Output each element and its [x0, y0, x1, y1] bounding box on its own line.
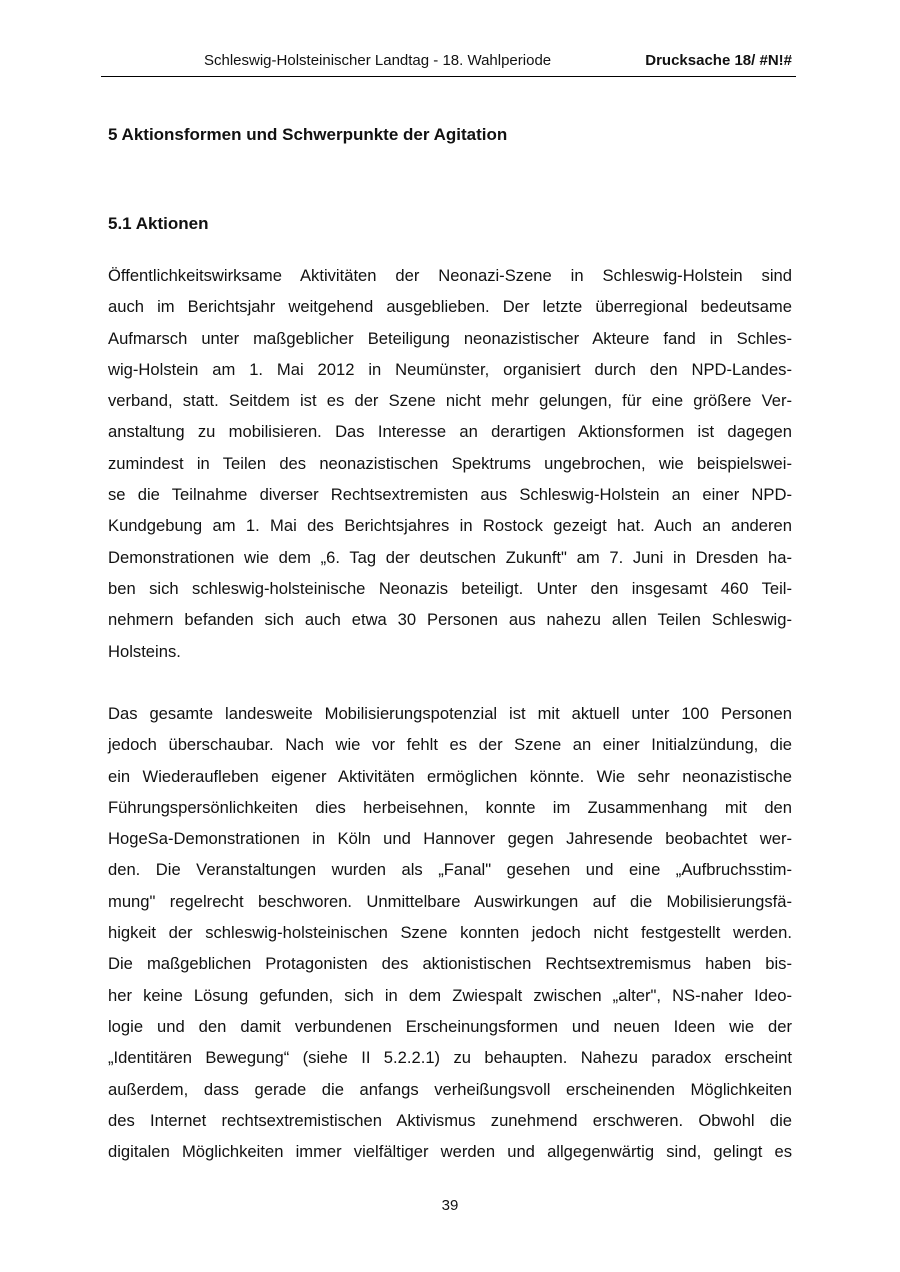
- text-line: anstaltung zu mobilisieren. Das Interesse an derartigen Aktionsformen ist dagegen: [108, 422, 792, 442]
- text-line: her keine Lösung gefunden, sich in dem Zwiespalt zwischen „alter", NS-naher Ideo-: [108, 985, 792, 1005]
- text-line: jedoch überschaubar. Nach wie vor fehlt es der Szene an einer Initialzündung, die: [108, 735, 792, 755]
- text-line: Kundgebung am 1. Mai des Berichtsjahres in Rostock gezeigt hat. Auch an anderen: [108, 516, 792, 536]
- chapter-heading: 5 Aktionsformen und Schwerpunkte der Agitation: [108, 125, 508, 144]
- text-line: außerdem, dass gerade die anfangs verheißungsvoll erscheinenden Möglichkeiten: [108, 1079, 792, 1099]
- text-line: higkeit der schleswig-holsteinischen Szene konnten jedoch nicht festgestellt werden.: [108, 923, 792, 943]
- text-line: Das gesamte landesweite Mobilisierungspotenzial ist mit aktuell unter 100 Personen: [108, 704, 792, 723]
- text-line: den. Die Veranstaltungen wurden als „Fanal" gesehen und eine „Aufbruchsstim-: [108, 860, 792, 880]
- header-title: Schleswig-Holsteinischer Landtag - 18. Wahlperiode: [204, 52, 552, 69]
- text-line: Aufmarsch unter maßgeblicher Beteiligung neonazistischer Akteure fand in Schles-: [108, 328, 792, 348]
- text-line: ein Wiederaufleben eigener Aktivitäten ermöglichen könnte. Wie sehr neonazistische: [108, 766, 792, 786]
- text-line: se die Teilnahme diverser Rechtsextremisten aus Schleswig-Holstein an einer NPD-: [108, 485, 792, 505]
- page-number: 39: [441, 1197, 459, 1214]
- text-line: wig-Holstein am 1. Mai 2012 in Neumünster, organisiert durch den NPD-Landes-: [108, 359, 792, 379]
- text-line: verband, statt. Seitdem ist es der Szene nicht mehr gelungen, für eine größere Ver-: [108, 391, 792, 411]
- text-line: Holsteins.: [108, 641, 181, 661]
- text-line: des Internet rechtsextremistischen Aktivismus zunehmend erschweren. Obwohl die: [108, 1110, 792, 1130]
- text-line: Demonstrationen wie dem „6. Tag der deutschen Zukunft" am 7. Juni in Dresden ha-: [108, 547, 792, 567]
- text-line: Führungspersönlichkeiten dies herbeisehnen, konnte im Zusammenhang mit den: [108, 797, 792, 817]
- text-line: nehmern befanden sich auch etwa 30 Personen aus nahezu allen Teilen Schleswig-: [108, 610, 792, 630]
- document-number: Drucksache 18/ #N!#: [645, 52, 792, 69]
- text-line: digitalen Möglichkeiten immer vielfältiger werden und allgegenwärtig sind, gelingt es: [108, 1142, 792, 1162]
- section-heading: 5.1 Aktionen: [108, 214, 209, 233]
- text-line: HogeSa-Demonstrationen in Köln und Hannover gegen Jahresende beobachtet wer-: [108, 829, 792, 849]
- text-line: mung" regelrecht beschworen. Unmittelbare Auswirkungen auf die Mobilisierungsfä-: [108, 891, 792, 911]
- text-line: auch im Berichtsjahr weitgehend ausgeblieben. Der letzte überregional bedeutsame: [108, 297, 792, 317]
- text-line: Die maßgeblichen Protagonisten des aktionistischen Rechtsextremismus haben bis-: [108, 954, 792, 974]
- text-line: logie und den damit verbundenen Erscheinungsformen und neuen Ideen wie der: [108, 1016, 792, 1036]
- text-line: „Identitären Bewegung“ (siehe II 5.2.2.1) zu behaupten. Nahezu paradox erscheint: [108, 1048, 792, 1068]
- text-line: Öffentlichkeitswirksame Aktivitäten der Neonazi-Szene in Schleswig-Holstein sind: [108, 266, 792, 285]
- paragraph: [108, 260, 792, 667]
- text-line: zumindest in Teilen des neonazistischen Spektrums ungebrochen, wie beispielswei-: [108, 453, 792, 473]
- paragraph: [108, 698, 792, 1167]
- text-line: ben sich schleswig-holsteinische Neonazis beteiligt. Unter den insgesamt 460 Teil-: [108, 578, 792, 598]
- page-header: [101, 48, 796, 77]
